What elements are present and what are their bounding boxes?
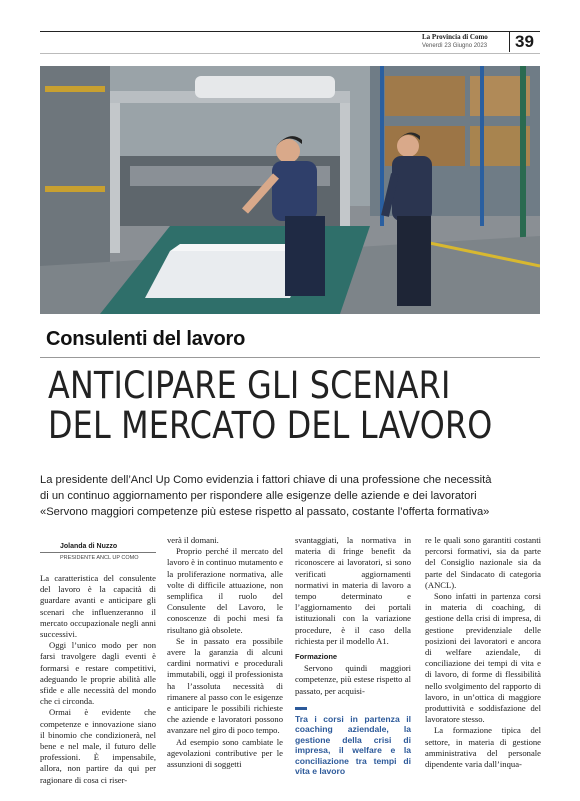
warehouse-photo-illustration [40,66,540,314]
paragraph: Proprio perché il mercato del lavoro è in continuo mutamento e la proliferazione normativa, alle volte di difficile attuazione, non semplifica il ruolo del Consulente del Lavoro, le conoscenze di pochi mesi fa risultano già obsolete. [167,546,283,635]
paragraph: La caratteristica del consulente del lavoro è la capacità di guardare avanti e anticipare gli scenari che influenzeranno il mercato occupazionale negli anni successivi. [40,573,156,640]
article-photo [40,66,540,314]
header-rule [40,31,540,32]
byline-role: PRESIDENTE ANCL UP COMO [60,555,139,561]
paragraph: Ad esempio sono cambiate le agevolazioni contributive per le assunzioni di soggetti [167,736,283,770]
paragraph: Servono quindi maggiori competenze, più estese rispetto al passato, per acquisi- [295,663,411,696]
section-heading: Consulenti del lavoro [46,328,246,350]
subheadline-line-2: di un continuo aggiornamento per rispondere alle esigenze delle aziende e dei lavoratori [40,490,477,502]
paragraph: La formazione tipica del settore, in materia di gestione amministrativa del personale dipendente varia dall’inqua- [425,725,541,770]
paragraph: Se in passato era possibile avere la garanzia di alcuni cardini normativi e procedurali immutabili, oggi il professionista ha l’assoluta necessità di rimanere al passo con le esigenze e anticipare le possibili richieste che aziende e lavoratori possono avanzare nel giro di poco tempo. [167,635,283,736]
page-number-divider [509,32,510,52]
paragraph: re le quali sono garantiti costanti percorsi formativi, sia da parte del Consiglio nazionale sia da parte del Sindacato di categoria (ANCL). [425,535,541,590]
paragraph: Sono infatti in partenza corsi in materia di coaching, di gestione della crisi di impresa, di gestione previdenziale delle posizioni dei lavoratori e ancora di welfare aziendale, di conciliazione dei tempi di vita e di lavoro, di forme di flessibilità nello svolgimento del rapporto di lavoro, in un’ottica di maggiore produttività e soddisfazione del lavoratore stesso. [425,591,541,725]
subheadline-line-3: «Servono maggiori competenze più estese rispetto al passato, costante l’offerta formativa» [40,506,490,518]
issue-date: Venerdì 23 Giugno 2023 [422,43,488,49]
subheadline-line-1: La presidente dell’Ancl Up Como evidenzia i fattori chiave di una professione che necessità [40,474,492,486]
paragraph: verà il domani. [167,535,219,545]
header-rule-bottom [40,53,540,54]
paragraph: svantaggiati, la normativa in materia di fringe benefit da riconoscere ai lavoratori, si sono verificati aggiornamenti normativi in materia di lavoro a tempo determinato e l’aggiornamento dei portali istituzionali con la variazione procedure, è il caso della richiesta per il modello A1. [295,535,411,646]
subheading: Formazione [295,652,338,662]
pull-quote-marker [295,707,307,710]
article-column-1 [40,573,156,786]
headline-line-2: DEL MERCATO DEL LAVORO [48,404,493,447]
paragraph: Ormai è evidente che competenze e innovazione siano il binomio che condizionerà, nel bene e nel male, il futuro delle professioni. È impensabile, allora, non partire da qui per ragionare di cosa ci riser- [40,707,156,785]
article-column-2 [167,535,283,770]
headline-line-1: ANTICIPARE GLI SCENARI [48,364,451,407]
paragraph: Oggi l’unico modo per non farsi travolgere dagli eventi è formarsi e restare competitivi, adeguando le proprie abilità alle sfide e alle necessità del mondo che ci circonda. [40,640,156,707]
article-column-3 [295,535,411,777]
page-number: 39 [515,32,534,51]
publication-name: La Provincia di Como [422,33,488,41]
pull-quote: Tra i corsi in partenza il coaching aziendale, la gestione della crisi di impresa, il welfare e la conciliazione tra tempi di vita e lavoro [295,713,411,777]
subheadline [40,472,540,520]
article-column-4 [425,535,541,770]
section-rule [40,357,540,358]
byline-author: Jolanda di Nuzzo [60,543,118,550]
byline-rule [40,552,156,553]
